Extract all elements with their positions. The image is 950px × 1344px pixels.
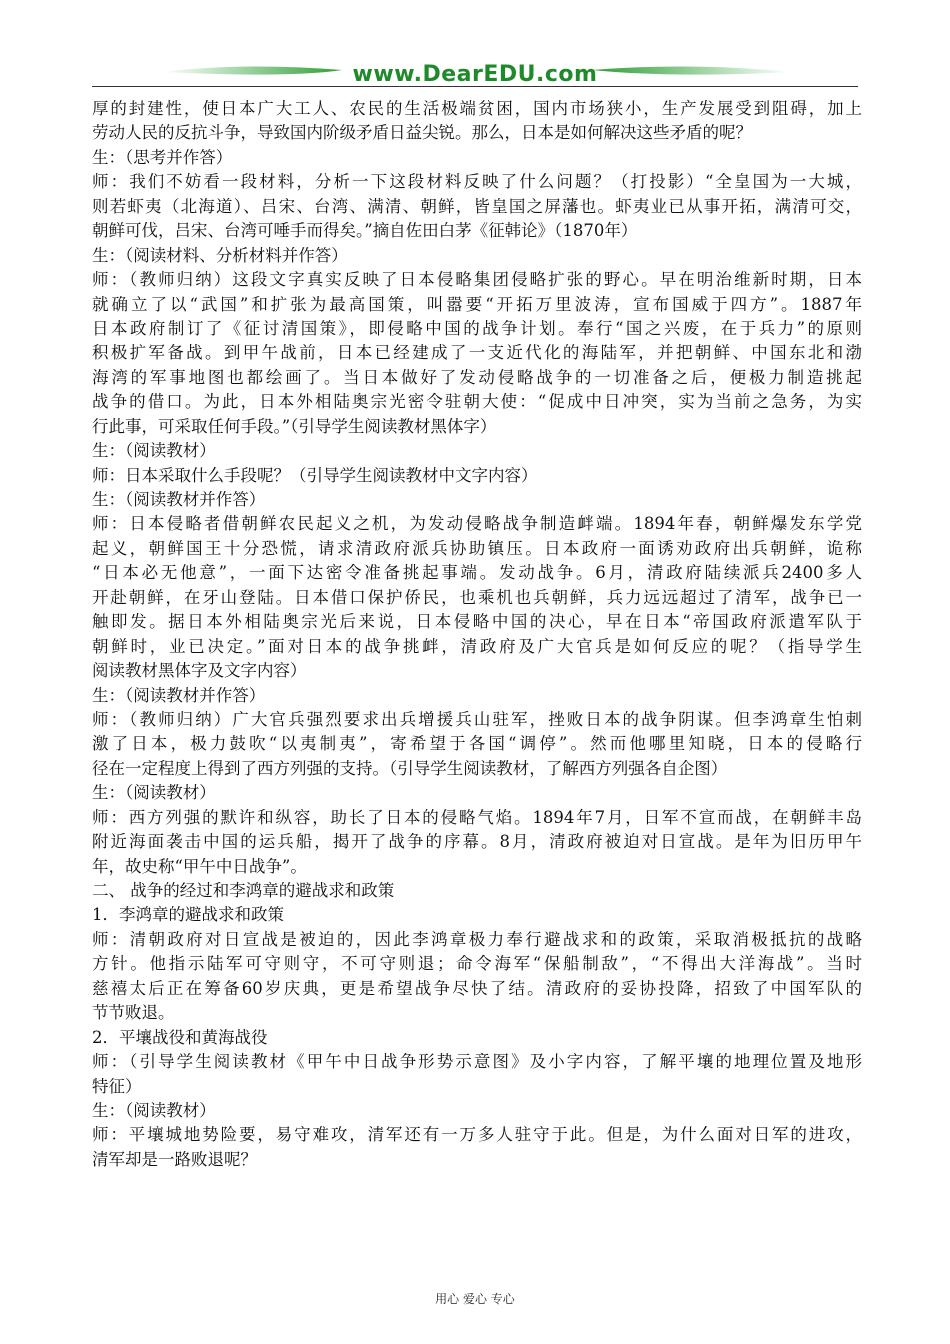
text-line: 二、 战争的经过和李鸿章的避战求和政策 bbox=[92, 881, 395, 900]
site-logo[interactable]: www.DearEDU.com bbox=[352, 62, 598, 87]
text-line: 附近海面袭击中国的运兵船，揭开了战争的序幕。8月，清政府被迫对日宣战。是年为旧历甲午 bbox=[92, 832, 862, 852]
text-line: 劳动人民的反抗斗争，导致国内阶级矛盾日益尖锐。那么，日本是如何解决这些矛盾的呢？ bbox=[92, 123, 752, 143]
text-line: 师：日本侵略者借朝鲜农民起义之机，为发动侵略战争制造衅端。1894年春，朝鲜爆发东学党 bbox=[92, 514, 862, 534]
text-line: 生：（阅读教材） bbox=[92, 441, 216, 461]
text-line: 师：我们不妨看一段材料，分析一下这段材料反映了什么问题？（打投影）“全皇国为一大城， bbox=[92, 172, 862, 192]
text-line: 2．平壤战役和黄海战役 bbox=[92, 1027, 268, 1047]
text-line: 特征） bbox=[92, 1076, 142, 1096]
text-line: 师：清朝政府对日宣战是被迫的，因此李鸿章极力奉行避战求和的政策，采取消极抵抗的战略 bbox=[92, 929, 862, 949]
text-line: 朝鲜可伐，吕宋、台湾可唾手而得矣。”摘自佐田白茅《征韩论》（1870年） bbox=[92, 221, 638, 241]
text-line: 朝鲜时，业已决定。”面对日本的战争挑衅，清政府及广大官兵是如何反应的呢？（指导学生 bbox=[92, 636, 862, 656]
text-line: 开赴朝鲜，在牙山登陆。日本借口保护侨民，也乘机也兵朝鲜，兵力远远超过了清军，战争已一 bbox=[92, 587, 862, 607]
text-line: 方针。他指示陆军可守则守，不可守则退；命令海军“保船制敌”，“不得出大洋海战”。当时 bbox=[92, 954, 862, 974]
text-line: 1．李鸿章的避战求和政策 bbox=[92, 905, 284, 925]
text-line: 慈禧太后正在筹备60岁庆典，更是希望战争尽快了结。清政府的妥协投降，招致了中国军队的 bbox=[92, 978, 862, 998]
text-line: 师：（引导学生阅读教材《甲午中日战争形势示意图》及小字内容，了解平壤的地理位置及地形 bbox=[92, 1052, 862, 1072]
text-line: 行此事，可采取任何手段。”（引导学生阅读教材黑体字） bbox=[92, 416, 497, 436]
text-line: 年，故史称“甲午中日战争”。 bbox=[92, 856, 307, 876]
text-line: 师：（教师归纳）这段文字真实反映了日本侵略集团侵略扩张的野心。早在明治维新时期，日本 bbox=[92, 270, 862, 290]
text-line: 生：（阅读教材） bbox=[92, 783, 216, 803]
text-line: 激了日本，极力鼓吹“以夷制夷”，寄希望于各国“调停”。然而他哪里知晓，日本的侵略行 bbox=[92, 734, 862, 754]
text-line: 积极扩军备战。到甲午战前，日本已经建成了一支近代化的海陆军，并把朝鲜、中国东北和渤 bbox=[92, 343, 862, 363]
header-divider bbox=[92, 86, 858, 87]
text-line: 生：（阅读教材并作答） bbox=[92, 685, 266, 705]
text-line: 生：（阅读材料、分析材料并作答） bbox=[92, 245, 348, 265]
text-line: 阅读教材黑体字及文字内容） bbox=[92, 661, 307, 681]
text-line: 海湾的军事地图也都绘画了。当日本做好了发动侵略战争的一切准备之后，便极力制造挑起 bbox=[92, 367, 862, 387]
page-footer: 用心 爱心 专心 bbox=[435, 1292, 515, 1306]
text-line: 生：（思考并作答） bbox=[92, 147, 233, 167]
text-line: 就确立了以“武国”和扩张为最高国策，叫嚣要“开拓万里波涛，宣布国威于四方”。1887年 bbox=[92, 294, 862, 314]
text-line: 节节败退。 bbox=[92, 1003, 175, 1023]
text-line: 起义，朝鲜国王十分恐慌，请求清政府派兵协助镇压。日本政府一面诱劝政府出兵朝鲜，诡称 bbox=[92, 538, 862, 558]
text-line: 师：日本采取什么手段呢？（引导学生阅读教材中文字内容） bbox=[92, 465, 538, 485]
text-line: 清军却是一路败退呢？ bbox=[92, 1149, 257, 1169]
text-line: 战争的借口。为此，日本外相陆奥宗光密令驻朝大使：“促成中日冲突，实为当前之急务，为实 bbox=[92, 392, 862, 412]
text-line: 则若虾夷（北海道）、吕宋、台湾、满清、朝鲜，皆皇国之屏藩也。虾夷业已从事开拓，满清可交， bbox=[92, 196, 862, 216]
text-line: 径在一定程度上得到了西方列强的支持。（引导学生阅读教材，了解西方列强各自企图） bbox=[92, 758, 728, 778]
text-line: 触即发。据日本外相陆奥宗光后来说，日本侵略中国的决心，早在日本“帝国政府派遣军队于 bbox=[92, 612, 862, 632]
text-line: 师：（教师归纳）广大官兵强烈要求出兵增援兵山驻军，挫败日本的战争阴谋。但李鸿章生怕刺 bbox=[92, 709, 862, 729]
document-body bbox=[92, 97, 862, 1172]
text-line: 师：西方列强的默许和纵容，助长了日本的侵略气焰。1894年7月，日军不宣而战，在朝鲜丰岛 bbox=[92, 807, 862, 827]
text-line: 厚的封建性，使日本广大工人、农民的生活极端贫困，国内市场狭小，生产发展受到阻碍，加上 bbox=[92, 99, 862, 118]
text-line: 日本政府制订了《征讨清国策》，即侵略中国的战争计划。奉行“国之兴废，在于兵力”的原则 bbox=[92, 318, 862, 338]
text-line: 生：（阅读教材并作答） bbox=[92, 490, 266, 509]
text-line: “日本必无他意”，一面下达密令准备挑起事端。发动战争。6月，清政府陆续派兵2400多人 bbox=[92, 563, 862, 583]
text-line: 师：平壤城地势险要，易守难攻，清军还有一万多人驻守于此。但是，为什么面对日军的进攻， bbox=[92, 1125, 862, 1145]
text-line: 生：（阅读教材） bbox=[92, 1100, 216, 1120]
